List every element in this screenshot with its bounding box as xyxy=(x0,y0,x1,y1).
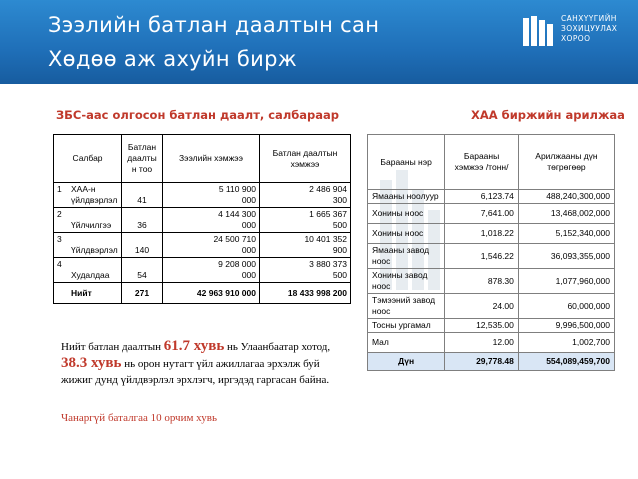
table-total-row: Дүн 29,778.48 554,089,459,700 xyxy=(368,353,615,371)
page-title: Зээлийн батлан даалтын сан xyxy=(48,13,380,37)
table-row: 4 Худалдаа 54 9 208 000 000 3 880 373 500 xyxy=(54,258,351,283)
col-header-amount: Арилжааны дүн төгрөгөөр xyxy=(518,135,614,190)
logo-wordmark: САНХҮҮГИЙН ЗОХИЦУУЛАХ ХОРОО xyxy=(561,14,618,43)
table-row: 2 Үйлчилгээ 36 4 144 300 000 1 665 367 500 xyxy=(54,208,351,233)
table-row: Тосны ургамал 12,535.00 9,996,500,000 xyxy=(368,319,615,333)
left-subtitle: ЗБС-аас олгосон батлан даалт, салбараар xyxy=(56,108,340,122)
table-row: Мал 12.00 1,002,700 xyxy=(368,333,615,353)
logo-icon xyxy=(521,14,557,50)
table-row: Тэмээний завод ноос 24.00 60,000,000 xyxy=(368,294,615,319)
col-header-product: Барааны нэр xyxy=(368,135,445,190)
highlight-value: 61.7 хувь xyxy=(163,338,225,354)
table-row: 3 Үйлдвэрлэл 140 24 500 710 000 10 401 352 900 xyxy=(54,233,351,258)
col-header-count: Батлан даалты н тоо xyxy=(122,135,163,183)
table-row: Хонины ноос 1,018.22 5,152,340,000 xyxy=(368,224,615,244)
table-header-row xyxy=(368,135,615,190)
col-header-loan: Зээлийн хэмжээ xyxy=(163,135,260,183)
table-row: Хонины ноос 7,641.00 13,468,002,000 xyxy=(368,204,615,224)
table-header-row xyxy=(54,135,351,183)
footnote: Чанаргүй баталгаа 10 орчим хувь xyxy=(61,412,217,424)
table-row: Хонины завод ноос 878.30 1,077,960,000 xyxy=(368,269,615,294)
col-header-guarantee: Батлан даалтын хэмжээ xyxy=(260,135,351,183)
exchange-table xyxy=(367,134,615,371)
col-header-quantity: Барааны хэмжээ /тонн/ xyxy=(445,135,519,190)
guarantee-table xyxy=(53,134,351,304)
highlight-value: 38.3 хувь xyxy=(61,355,122,371)
page-subtitle: Хөдөө аж ахуйн бирж xyxy=(48,47,297,71)
table-row: 1 ХАА-н үйлдвэрлэл 41 5 110 900 000 2 486 904 300 xyxy=(54,183,351,208)
summary-paragraph: Нийт батлан даалтын 61.7 хувь нь Улаанбаатар хотод, 38.3 хувь нь орон нутагт үйл ажиллагаа эрхэлж буй жижиг дунд үйлдвэрлэл эрхлэгч, иргэдэд гаргасан байна. xyxy=(61,338,331,386)
col-header-sector: Салбар xyxy=(54,135,122,183)
table-total-row: Нийт 271 42 963 910 000 18 433 998 200 xyxy=(54,283,351,304)
header-banner xyxy=(0,0,638,84)
table-row: Ямааны ноолуур 6,123.74 488,240,300,000 xyxy=(368,190,615,204)
table-row: Ямааны завод ноос 1,546.22 36,093,355,000 xyxy=(368,244,615,269)
right-subtitle: ХАА биржийн арилжаа xyxy=(471,108,625,122)
